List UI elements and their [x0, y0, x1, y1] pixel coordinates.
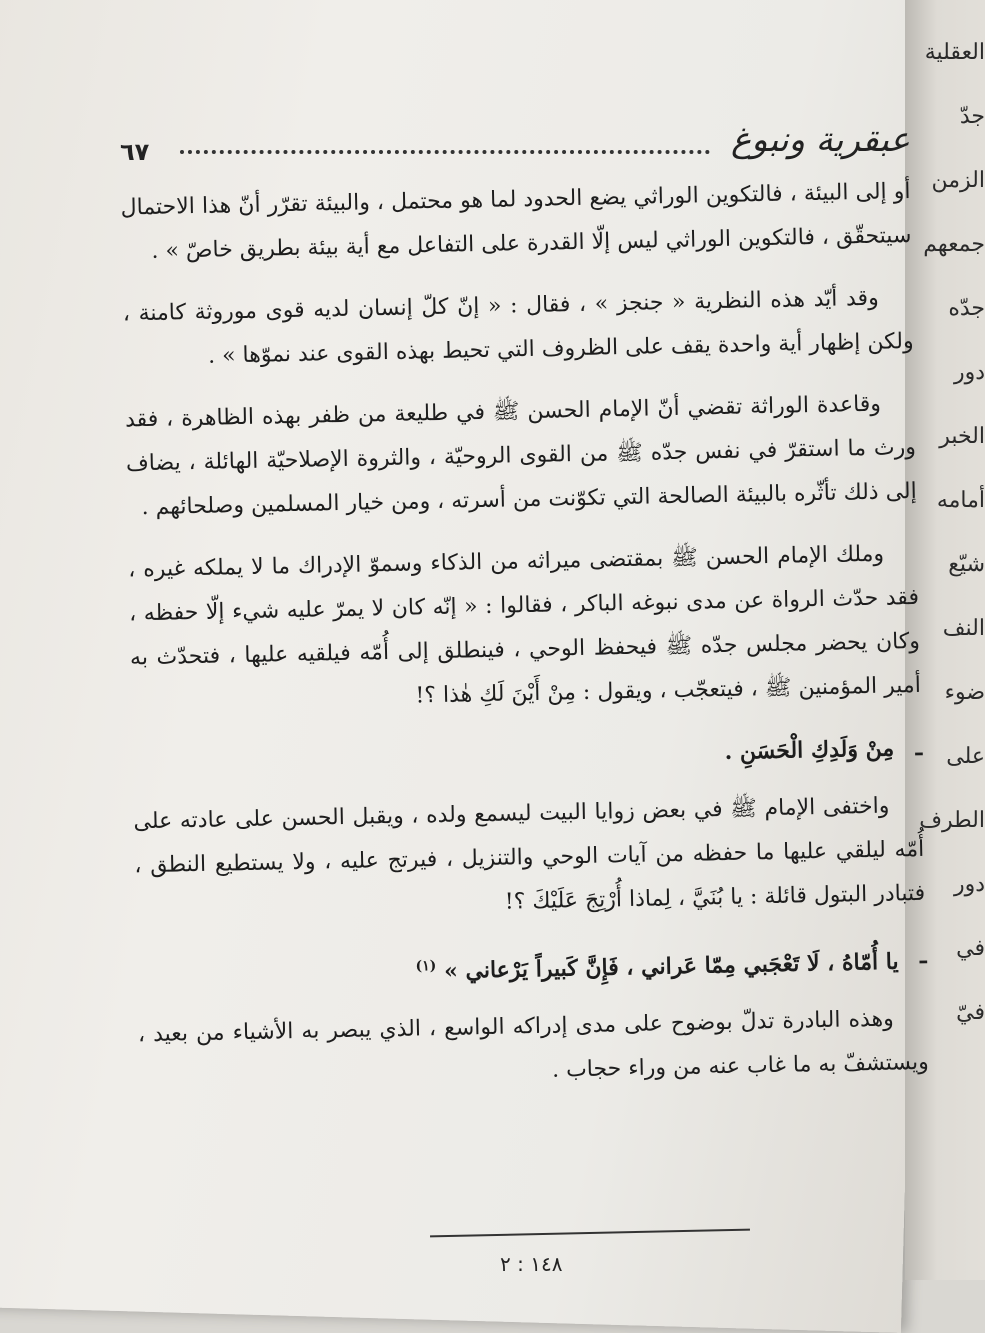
facing-fragment: أمامه — [936, 488, 985, 513]
facing-fragment: ضوء — [944, 680, 985, 705]
paragraph: واختفى الإمام ﷺ في بعض زوايا البيت ليسمع ولده ، ويقبل الحسن على عادته على أُمّه ليلقي عليها ما حفظه من آيات الوحي والتنزيل ، فيرتج عليه ، ولا يستطيع النطق ، فتبادر البتول قائلة : يا بُنَيَّ ، لِماذا أُرْتِجَ عَلَيْكَ ؟! — [133, 793, 926, 915]
page-header — [120, 120, 910, 180]
paragraph: وملك الإمام الحسن ﷺ بمقتضى ميراثه من الذكاء وسموّ الإدراك ما لا يملكه غيره ، فقد حدّث الرواة عن مدى نبوغه الباكر ، فقالوا : « إنّه كان لا يمرّ عليه شيء إلّا حفظه ، وكان يحضر مجلس جدّه ﷺ فيحفظ الوحي ، فينطلق إلى أُمّه فيلقيه عليها ، فتحدّث به أمير المؤمنين ﷺ ، فيتعجّب ، ويقول : مِنْ أَيْنَ لَكِ هٰذا ؟! — [127, 541, 922, 709]
body-text — [120, 170, 929, 1120]
facing-fragment: العقلية — [924, 40, 985, 65]
facing-fragment: شيّع — [948, 552, 985, 577]
quote-line — [132, 726, 923, 787]
facing-fragment: دور — [953, 872, 985, 897]
facing-fragment: جمعهم — [923, 232, 985, 257]
quote-line — [136, 934, 927, 1000]
facing-fragment: في — [956, 936, 985, 961]
footnote-marker: (١) — [415, 958, 437, 975]
facing-fragment: فيّ — [956, 1000, 985, 1025]
footnote-text: ١٤٨ : ٢ — [500, 1252, 563, 1276]
paragraph: أو إلى البيئة ، فالتكوين الوراثي يضع الحدود لما هو محتمل ، والبيئة تقرّر أنّ هذا الاحتمال سيتحقّق ، فالتكوين الوراثي ليس إلّا القدرة على التفاعل مع أية بيئة بطريق خاصّ » . — [120, 178, 912, 264]
facing-fragment: النف — [942, 616, 985, 641]
facing-fragment: على — [946, 744, 985, 769]
facing-fragment: جدّه — [948, 296, 985, 321]
facing-fragment: دور — [953, 360, 985, 385]
running-title: عبقرية ونبوغ — [731, 120, 910, 160]
facing-fragment: الزمن — [931, 168, 985, 193]
paragraph: وقاعدة الوراثة تقضي أنّ الإمام الحسن ﷺ في طليعة من ظفر بهذه الظاهرة ، فقد ورث ما استقرّ في نفس جدّه ﷺ من القوى الروحيّة ، والثروة الإصلاحيّة الهائلة ، يضاف إلى ذلك تأثّره بالبيئة الصالحة التي تكوّنت من أسرته ، ومن خيار المسلمين وصلحائهم . — [124, 391, 917, 521]
dotted-leader — [180, 150, 710, 154]
facing-fragment: الخبر — [939, 424, 985, 449]
dash-marker: ـ — [919, 942, 927, 969]
paragraph: وهذه البادرة تدلّ بوضوح على مدى إدراكه الواسع ، الذي يبصر به الأشياء من بعيد ، ويستشفّ به ما غاب عنه من وراء حجاب . — [137, 1006, 929, 1084]
dash-marker: ـ — [915, 734, 923, 762]
facing-fragment: الطرف — [919, 808, 985, 833]
paragraph: وقد أيّد هذه النظرية « جنجز » ، فقال : « إنّ كلّ إنسان لديه قوى موروثة كامنة ، ولكن إظهار أية واحدة يقف على الظروف التي تحيط بهذه القوى عند نموّها » . — [122, 285, 914, 369]
quote-text: يا أُمّاهُ ، لَا تَعْجَبي مِمّا عَراني ، فَإِنَّ كَبيراً يَرْعاني » — [443, 948, 899, 985]
facing-fragment: جدّ — [959, 104, 985, 129]
quote-text: مِنْ وَلَدِكِ الْحَسَنِ . — [724, 735, 895, 766]
page-number: ٦٧ — [120, 138, 150, 166]
